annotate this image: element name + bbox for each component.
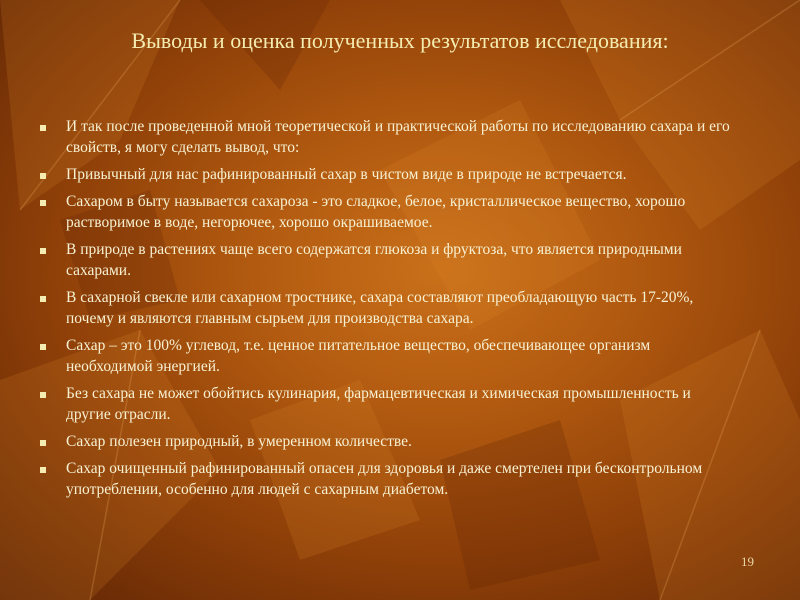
bullet-item: [40, 287, 730, 329]
square-bullet-icon: [40, 392, 46, 398]
bullet-item: [40, 191, 730, 233]
bullet-text: В сахарной свекле или сахарном тростнике, сахара составляют преобладающую часть 17-20%, почему и являются главным сырьем для производства сахара.: [66, 289, 694, 327]
bullet-text: В природе в растениях чаще всего содержатся глюкоза и фруктоза, что является природными сахарами.: [66, 241, 682, 279]
square-bullet-icon: [40, 344, 46, 350]
square-bullet-icon: [40, 296, 46, 302]
bullet-text: Сахаром в быту называется сахароза - это сладкое, белое, кристаллическое вещество, хорошо растворимое в воде, негорючее, хорошо окрашиваемое.: [66, 193, 686, 231]
bullet-item: [40, 458, 730, 500]
square-bullet-icon: [40, 125, 46, 131]
square-bullet-icon: [40, 467, 46, 473]
bullet-text: Сахар полезен природный, в умеренном количестве.: [66, 433, 412, 450]
square-bullet-icon: [40, 173, 46, 179]
bullet-item: [40, 335, 730, 377]
bullet-item: [40, 239, 730, 281]
slide-title: Выводы и оценка полученных результатов исследования:: [131, 28, 669, 53]
slide-number: 19: [741, 554, 754, 569]
bullet-item: [40, 116, 730, 158]
bullet-text: Сахар очищенный рафинированный опасен для здоровья и даже смертелен при бесконтрольном употреблении, особенно для людей с сахарным диабетом.: [66, 460, 703, 498]
bullet-text: И так после проведенной мной теоретической и практической работы по исследованию сахара и его свойств, я могу сделать вывод, что:: [66, 118, 730, 156]
square-bullet-icon: [40, 200, 46, 206]
bullet-text: Без сахара не может обойтись кулинария, фармацевтическая и химическая промышленность и другие отрасли.: [66, 385, 691, 423]
square-bullet-icon: [40, 440, 46, 446]
bullet-item: [40, 164, 730, 185]
bullet-item: [40, 383, 730, 425]
square-bullet-icon: [40, 248, 46, 254]
bullet-item: [40, 431, 730, 452]
bullet-list: [40, 116, 730, 506]
bullet-text: Сахар – это 100% углевод, т.е. ценное питательное вещество, обеспечивающее организм необходимой энергией.: [66, 337, 651, 375]
bullet-text: Привычный для нас рафинированный сахар в чистом виде в природе не встречается.: [66, 166, 627, 183]
